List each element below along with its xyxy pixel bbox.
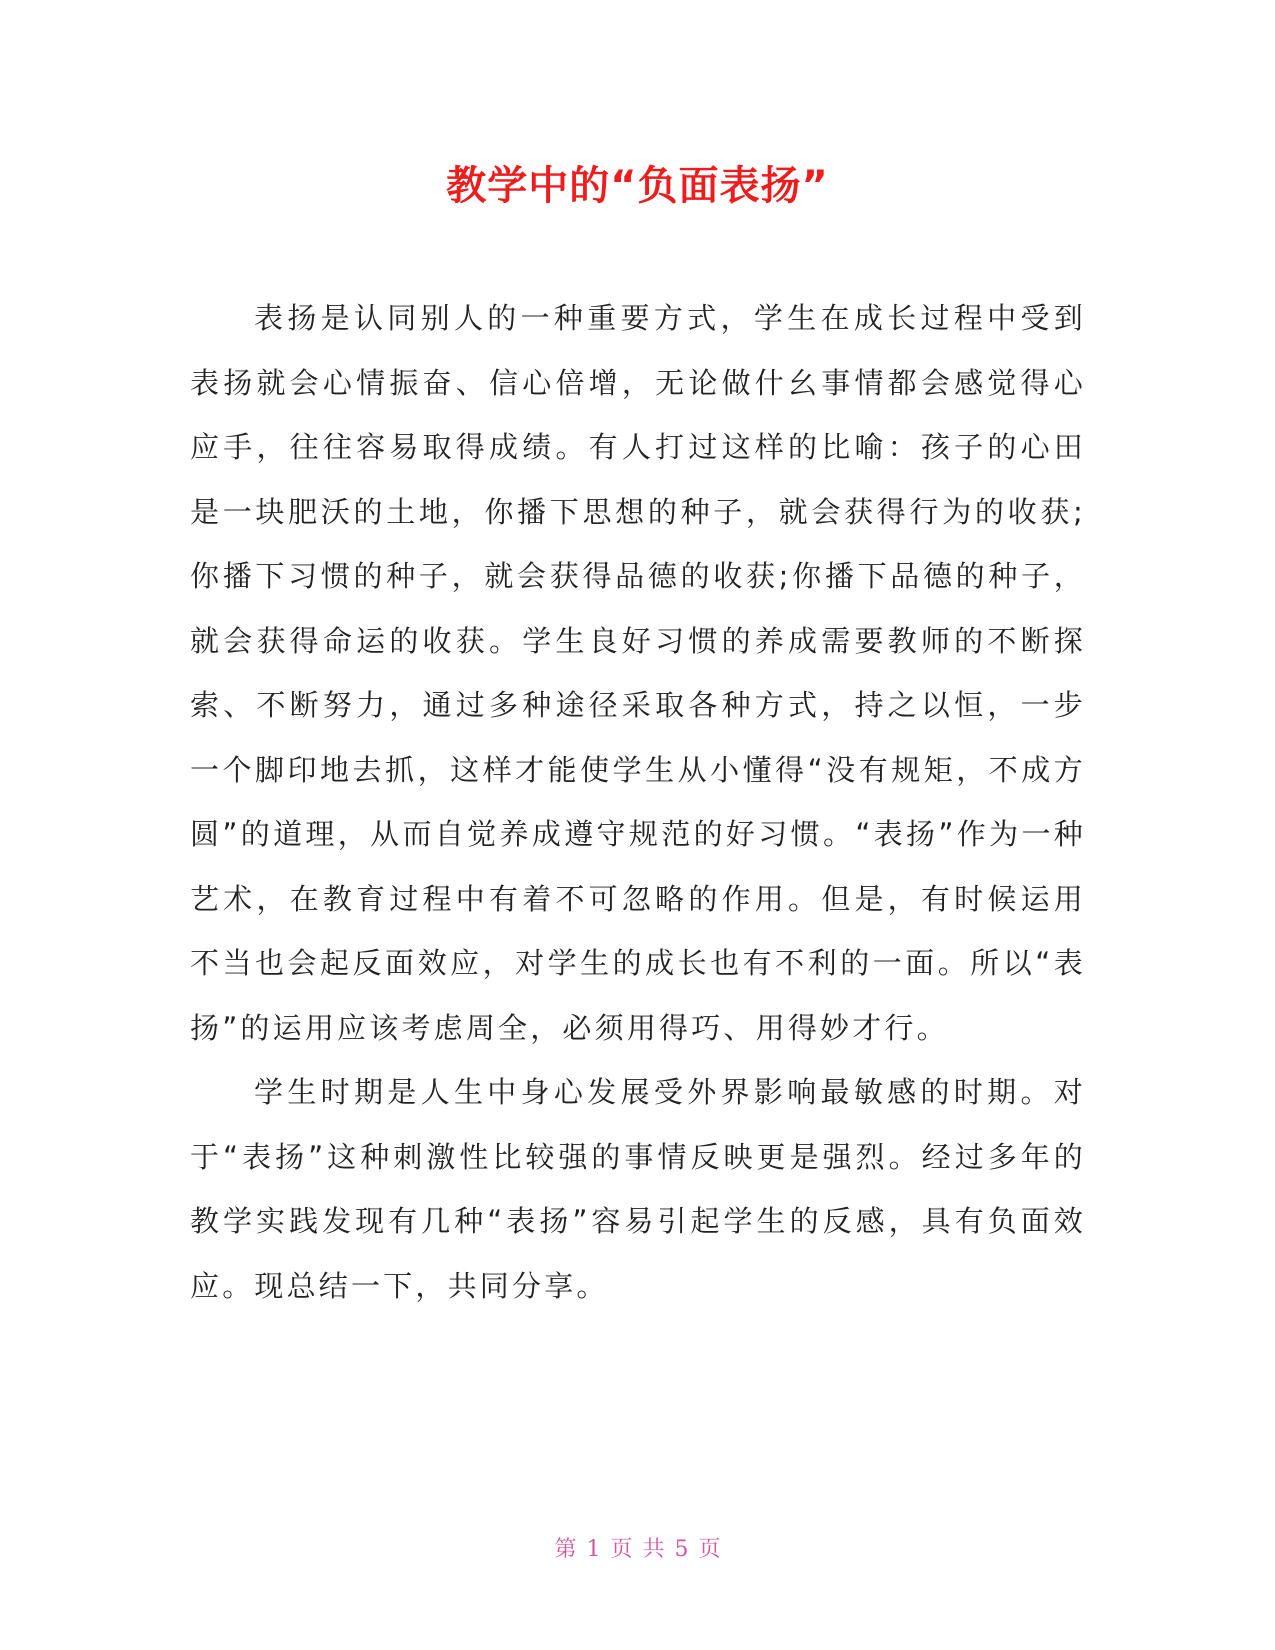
footer-current-page: 1 (586, 1537, 601, 1562)
footer-total-label: 共 (642, 1537, 665, 1562)
footer-page-label: 第 (554, 1537, 577, 1562)
footer-total-pages: 5 (674, 1537, 689, 1562)
footer-page-unit: 页 (610, 1537, 633, 1562)
paragraph-1: 表扬是认同别人的一种重要方式，学生在成长过程中受到表扬就会心情振奋、信心倍增，无论做什幺事情都会感觉得心应手，往往容易取得成绩。有人打过这样的比喻：孩子的心田是一块肥沃的土地，你播下思想的种子，就会获得行为的收获;你播下习惯的种子，就会获得品德的收获;你播下品德的种子，就会获得命运的收获。学生良好习惯的养成需要教师的不断探索、不断努力，通过多种途径采取各种方式，持之以恒，一步一个脚印地去抓，这样才能使学生从小懂得“没有规矩，不成方圆”的道理，从而自觉养成遵守规范的好习惯。“表扬”作为一种艺术，在教育过程中有着不可忽略的作用。但是，有时候运用不当也会起反面效应，对学生的成长也有不利的一面。所以“表扬”的运用应该考虑周全，必须用得巧、用得妙才行。 (190, 301, 1086, 1045)
footer-total-unit: 页 (698, 1537, 721, 1562)
page-footer (0, 1535, 1275, 1565)
page-title: 教学中的“负面表扬” (446, 163, 829, 209)
paragraph-2: 学生时期是人生中身心发展受外界影响最敏感的时期。对于“表扬”这种刺激性比较强的事情反映更是强烈。经过多年的教学实践发现有几种“表扬”容易引起学生的反感，具有负面效应。现总结一下，共同分享。 (190, 1075, 1086, 1303)
document-body (190, 286, 1086, 1318)
